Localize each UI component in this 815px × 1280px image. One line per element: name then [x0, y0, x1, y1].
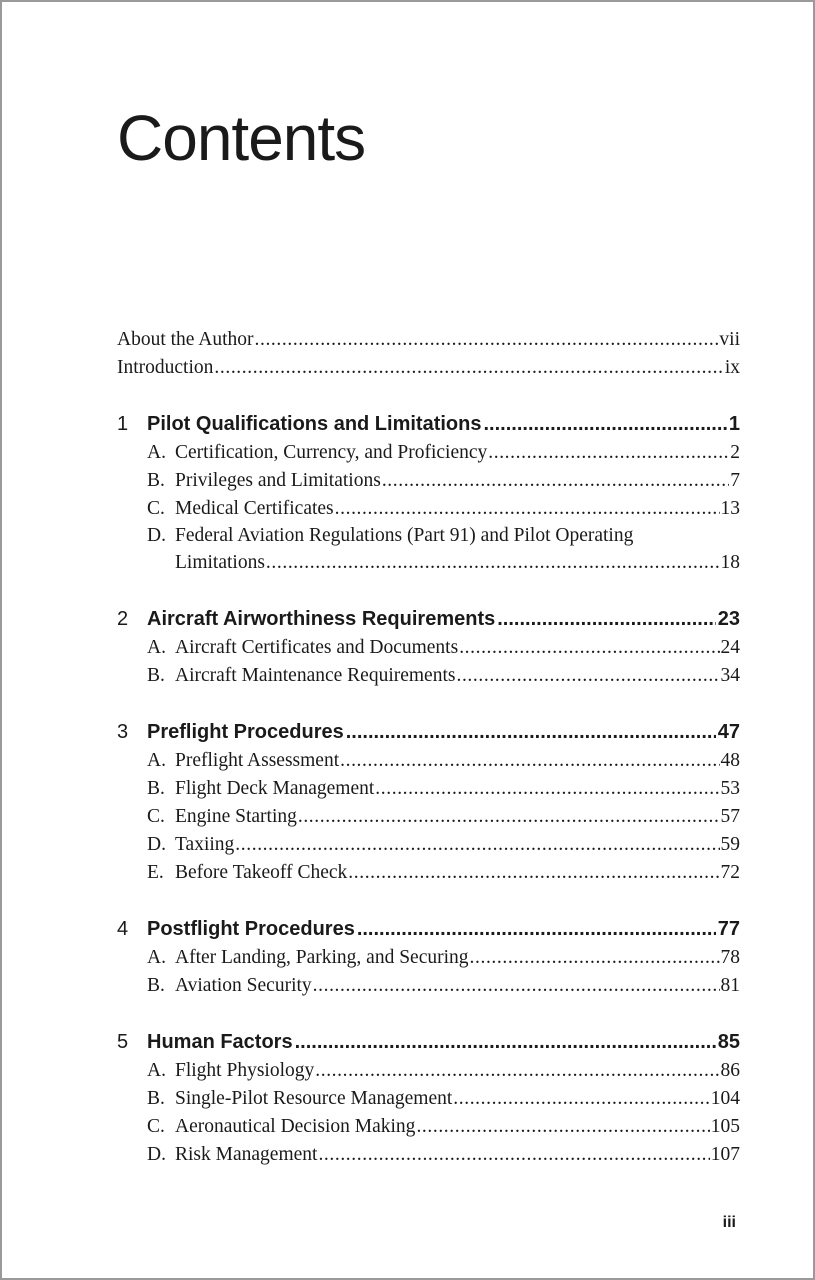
section-letter: B.: [147, 975, 165, 996]
dot-leader: [255, 326, 719, 354]
dot-leader: [266, 549, 720, 577]
section-title: Engine Starting: [175, 806, 297, 827]
toc-section-3a[interactable]: [147, 747, 740, 775]
section-letter: A.: [147, 637, 166, 658]
section-page: 105: [710, 1116, 740, 1137]
section-letter: A.: [147, 947, 166, 968]
chapter-number: 1: [117, 413, 129, 435]
page-number: iii: [722, 1214, 736, 1231]
toc-entry-introduction[interactable]: [117, 354, 740, 382]
toc-entry-page: ix: [724, 357, 740, 378]
toc-chapter-2[interactable]: [117, 604, 740, 634]
chapter-title: Pilot Qualifications and Limitations: [147, 413, 482, 435]
section-title: After Landing, Parking, and Securing: [175, 947, 469, 968]
chapter-4-block: [117, 914, 740, 1000]
section-page: 104: [710, 1088, 740, 1109]
page-title: Contents: [117, 102, 366, 174]
section-page: 72: [720, 862, 740, 883]
toc-chapter-3[interactable]: [117, 717, 740, 747]
dot-leader: [235, 831, 719, 859]
toc-section-5b[interactable]: [147, 1085, 740, 1113]
section-letter: E.: [147, 862, 164, 883]
dot-leader: [470, 944, 720, 972]
section-page: 2: [730, 442, 740, 463]
section-page: 59: [720, 834, 740, 855]
section-page: 53: [720, 778, 740, 799]
toc-section-1d[interactable]: [117, 523, 740, 577]
chapter-page: 23: [717, 608, 740, 630]
dot-leader: [375, 775, 719, 803]
section-letter: C.: [147, 806, 165, 827]
dot-leader: [483, 409, 726, 439]
section-title: Single-Pilot Resource Management: [175, 1088, 453, 1109]
dot-leader: [295, 1027, 716, 1057]
section-title: Aircraft Certificates and Documents: [175, 637, 459, 658]
section-title: Aircraft Maintenance Requirements: [175, 665, 456, 686]
toc-section-2a[interactable]: [147, 634, 740, 662]
toc-section-3d[interactable]: [147, 831, 740, 859]
toc-section-5d[interactable]: [147, 1141, 740, 1169]
chapter-number: 3: [117, 721, 129, 743]
toc-chapter-4[interactable]: [117, 914, 740, 944]
section-page: 13: [720, 498, 740, 519]
section-letter: C.: [147, 1116, 165, 1137]
chapter-title: Postflight Procedures: [147, 918, 355, 940]
dot-leader: [348, 859, 719, 887]
section-page: 78: [720, 947, 740, 968]
toc-section-3c[interactable]: [147, 803, 740, 831]
section-title: Aeronautical Decision Making: [175, 1116, 416, 1137]
section-title: Privileges and Limitations: [175, 470, 381, 491]
toc-entry-label: Introduction: [117, 357, 214, 378]
toc-entry-about-author[interactable]: [117, 326, 740, 354]
section-letter: B.: [147, 665, 165, 686]
table-of-contents: [117, 326, 740, 1169]
section-title: Medical Certificates: [175, 498, 334, 519]
section-page: 48: [720, 750, 740, 771]
toc-section-4a[interactable]: [147, 944, 740, 972]
dot-leader: [318, 1141, 709, 1169]
section-letter: A.: [147, 442, 166, 463]
toc-section-3e[interactable]: [147, 859, 740, 887]
section-letter: B.: [147, 778, 165, 799]
chapter-5-block: [117, 1027, 740, 1169]
dot-leader: [459, 634, 719, 662]
section-title: Flight Deck Management: [175, 778, 375, 799]
dot-leader: [357, 914, 716, 944]
dot-leader: [214, 354, 723, 382]
section-page: 81: [720, 975, 740, 996]
toc-section-2b[interactable]: [147, 662, 740, 690]
section-page: 34: [720, 665, 740, 686]
chapter-page: 1: [728, 413, 740, 435]
section-letter: D.: [147, 1144, 166, 1165]
section-letter: C.: [147, 498, 165, 519]
section-page: 18: [720, 552, 740, 573]
dot-leader: [315, 1057, 719, 1085]
chapter-2-block: [117, 604, 740, 690]
dot-leader: [340, 747, 719, 775]
dot-leader: [453, 1085, 709, 1113]
chapter-page: 47: [717, 721, 740, 743]
dot-leader: [346, 717, 716, 747]
dot-leader: [298, 803, 720, 831]
chapter-page: 85: [717, 1031, 740, 1053]
chapter-number: 5: [117, 1031, 129, 1053]
dot-leader: [382, 467, 729, 495]
toc-section-1c[interactable]: [147, 495, 740, 523]
section-title: Certification, Currency, and Proficiency: [175, 442, 488, 463]
section-letter: B.: [147, 1088, 165, 1109]
toc-section-3b[interactable]: [147, 775, 740, 803]
section-page: 57: [720, 806, 740, 827]
section-letter: A.: [147, 750, 166, 771]
section-title-continued: Limitations: [175, 552, 265, 573]
chapter-number: 4: [117, 918, 129, 940]
section-title-line-2: [175, 549, 740, 577]
dot-leader: [456, 662, 719, 690]
section-page: 86: [720, 1060, 740, 1081]
section-title: Aviation Security: [175, 975, 312, 996]
section-page: 107: [710, 1144, 740, 1165]
toc-section-1b[interactable]: [147, 467, 740, 495]
section-title: Before Takeoff Check: [175, 862, 348, 883]
toc-entry-page: vii: [719, 329, 740, 350]
section-title: Preflight Assessment: [175, 750, 340, 771]
section-page: 7: [730, 470, 740, 491]
section-letter: D.: [147, 834, 166, 855]
toc-section-4b[interactable]: [147, 972, 740, 1000]
chapter-page: 77: [717, 918, 740, 940]
dot-leader: [488, 439, 729, 467]
section-title: Federal Aviation Regulations (Part 91) and Pilot Operating: [175, 525, 634, 546]
section-title: Risk Management: [175, 1144, 318, 1165]
dot-leader: [497, 604, 716, 634]
section-page: 24: [720, 637, 740, 658]
toc-section-5c[interactable]: [147, 1113, 740, 1141]
section-letter: A.: [147, 1060, 166, 1081]
chapter-title: Preflight Procedures: [147, 721, 344, 743]
toc-section-5a[interactable]: [147, 1057, 740, 1085]
section-title-line-1: [147, 523, 740, 549]
toc-entry-label: About the Author: [117, 329, 254, 350]
dot-leader: [416, 1113, 709, 1141]
chapter-1-block: [117, 409, 740, 577]
section-title: Flight Physiology: [175, 1060, 315, 1081]
toc-chapter-1[interactable]: [117, 409, 740, 439]
section-letter: D.: [147, 525, 166, 546]
chapter-3-block: [117, 717, 740, 887]
chapter-number: 2: [117, 608, 129, 630]
section-title: Taxiing: [175, 834, 235, 855]
section-letter: B.: [147, 470, 165, 491]
chapter-title: Human Factors: [147, 1031, 293, 1053]
chapter-title: Aircraft Airworthiness Requirements: [147, 608, 496, 630]
toc-section-1a[interactable]: [147, 439, 740, 467]
toc-chapter-5[interactable]: [117, 1027, 740, 1057]
dot-leader: [313, 972, 720, 1000]
dot-leader: [335, 495, 720, 523]
